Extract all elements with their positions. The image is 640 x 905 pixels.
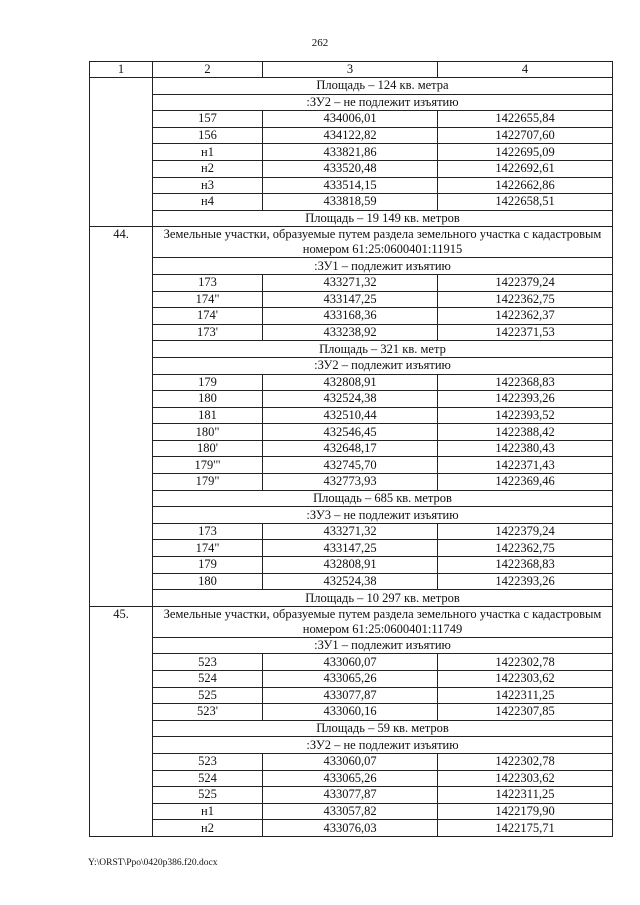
section-label-row	[90, 507, 613, 524]
point-id-cell: 180'	[153, 440, 263, 457]
coordinate-row	[90, 687, 613, 704]
x-coordinate-cell: 433818,59	[263, 194, 438, 211]
x-coordinate-cell: 433057,82	[263, 803, 438, 820]
point-id-cell: 179'"	[153, 457, 263, 474]
header-cell-1: 1	[90, 62, 153, 78]
point-id-cell: 523	[153, 654, 263, 671]
x-coordinate-cell: 433271,32	[263, 274, 438, 291]
x-coordinate-cell: 433821,86	[263, 144, 438, 161]
coordinate-row	[90, 654, 613, 671]
y-coordinate-cell: 1422388,42	[438, 424, 613, 441]
section-label: :ЗУ1 – подлежит изъятию	[153, 637, 613, 654]
point-id-cell: н4	[153, 194, 263, 211]
x-coordinate-cell: 432524,38	[263, 391, 438, 408]
section-label-row	[90, 78, 613, 95]
coordinate-row	[90, 424, 613, 441]
y-coordinate-cell: 1422379,24	[438, 523, 613, 540]
section-label: :ЗУ2 – не подлежит изъятию	[153, 737, 613, 754]
parcel-description: Земельные участки, образуемые путем раздела земельного участка с кадастровым номером 61:25:0600401:11915	[153, 227, 613, 258]
item-number	[90, 78, 153, 227]
point-id-cell: н1	[153, 144, 263, 161]
x-coordinate-cell: 433271,32	[263, 523, 438, 540]
x-coordinate-cell: 433077,87	[263, 687, 438, 704]
section-label-row	[90, 737, 613, 754]
table-header-row	[90, 62, 613, 78]
section-label-row	[90, 258, 613, 275]
y-coordinate-cell: 1422311,25	[438, 687, 613, 704]
y-coordinate-cell: 1422302,78	[438, 654, 613, 671]
point-id-cell: 525	[153, 687, 263, 704]
point-id-cell: 523	[153, 753, 263, 770]
coordinate-row	[90, 523, 613, 540]
x-coordinate-cell: 433065,26	[263, 770, 438, 787]
y-coordinate-cell: 1422303,62	[438, 671, 613, 688]
coordinate-row	[90, 803, 613, 820]
point-id-cell: 174'	[153, 308, 263, 325]
y-coordinate-cell: 1422368,83	[438, 557, 613, 574]
coordinate-row	[90, 787, 613, 804]
y-coordinate-cell: 1422311,25	[438, 787, 613, 804]
coordinate-row	[90, 573, 613, 590]
point-id-cell: 180	[153, 391, 263, 408]
coordinate-row	[90, 820, 613, 837]
coordinate-row	[90, 324, 613, 341]
x-coordinate-cell: 432808,91	[263, 557, 438, 574]
section-label-row	[90, 210, 613, 227]
section-label: Площадь – 19 149 кв. метров	[153, 210, 613, 227]
x-coordinate-cell: 433514,15	[263, 177, 438, 194]
y-coordinate-cell: 1422362,75	[438, 291, 613, 308]
y-coordinate-cell: 1422393,26	[438, 573, 613, 590]
x-coordinate-cell: 433238,92	[263, 324, 438, 341]
section-label: :ЗУ2 – подлежит изъятию	[153, 357, 613, 374]
coordinate-row	[90, 177, 613, 194]
point-id-cell: 156	[153, 127, 263, 144]
point-id-cell: 524	[153, 671, 263, 688]
x-coordinate-cell: 433147,25	[263, 540, 438, 557]
y-coordinate-cell: 1422179,90	[438, 803, 613, 820]
coordinate-row	[90, 457, 613, 474]
item-number: 44.	[90, 227, 153, 606]
point-id-cell: 174"	[153, 291, 263, 308]
y-coordinate-cell: 1422393,26	[438, 391, 613, 408]
page-number: 262	[311, 37, 329, 49]
coordinate-row	[90, 194, 613, 211]
coordinate-row	[90, 144, 613, 161]
point-id-cell: 524	[153, 770, 263, 787]
y-coordinate-cell: 1422393,52	[438, 407, 613, 424]
coordinate-row	[90, 274, 613, 291]
section-label-row	[90, 637, 613, 654]
section-label-row	[90, 490, 613, 507]
x-coordinate-cell: 433060,16	[263, 704, 438, 721]
x-coordinate-cell: 433076,03	[263, 820, 438, 837]
x-coordinate-cell: 432510,44	[263, 407, 438, 424]
point-id-cell: 179	[153, 374, 263, 391]
y-coordinate-cell: 1422707,60	[438, 127, 613, 144]
x-coordinate-cell: 432745,70	[263, 457, 438, 474]
point-id-cell: 180"	[153, 424, 263, 441]
x-coordinate-cell: 432808,91	[263, 374, 438, 391]
x-coordinate-cell: 434122,82	[263, 127, 438, 144]
section-label: :ЗУ2 – не подлежит изъятию	[153, 94, 613, 111]
coordinate-row	[90, 160, 613, 177]
y-coordinate-cell: 1422655,84	[438, 111, 613, 128]
y-coordinate-cell: 1422371,53	[438, 324, 613, 341]
point-id-cell: 179	[153, 557, 263, 574]
coordinates-table	[89, 61, 613, 837]
coordinate-row	[90, 704, 613, 721]
coordinate-row	[90, 557, 613, 574]
section-label: Площадь – 124 кв. метра	[153, 78, 613, 95]
point-id-cell: 173'	[153, 324, 263, 341]
point-id-cell: н1	[153, 803, 263, 820]
header-cell-4: 4	[438, 62, 613, 78]
section-label: Площадь – 685 кв. метров	[153, 490, 613, 507]
section-label: :ЗУ3 – не подлежит изъятию	[153, 507, 613, 524]
x-coordinate-cell: 433065,26	[263, 671, 438, 688]
x-coordinate-cell: 432773,93	[263, 474, 438, 491]
coordinate-row	[90, 671, 613, 688]
header-cell-2: 2	[153, 62, 263, 78]
coordinate-row	[90, 291, 613, 308]
section-label: Площадь – 59 кв. метров	[153, 720, 613, 737]
y-coordinate-cell: 1422303,62	[438, 770, 613, 787]
point-id-cell: 180	[153, 573, 263, 590]
coordinate-row	[90, 374, 613, 391]
point-id-cell: 173	[153, 523, 263, 540]
section-label-row	[90, 341, 613, 358]
y-coordinate-cell: 1422302,78	[438, 753, 613, 770]
x-coordinate-cell: 434006,01	[263, 111, 438, 128]
coordinate-row	[90, 111, 613, 128]
section-label: :ЗУ1 – подлежит изъятию	[153, 258, 613, 275]
point-id-cell: 173	[153, 274, 263, 291]
coordinate-row	[90, 770, 613, 787]
x-coordinate-cell: 433168,36	[263, 308, 438, 325]
coordinate-row	[90, 753, 613, 770]
y-coordinate-cell: 1422695,09	[438, 144, 613, 161]
y-coordinate-cell: 1422380,43	[438, 440, 613, 457]
point-id-cell: 157	[153, 111, 263, 128]
point-id-cell: н2	[153, 820, 263, 837]
x-coordinate-cell: 432546,45	[263, 424, 438, 441]
coordinate-row	[90, 540, 613, 557]
x-coordinate-cell: 433060,07	[263, 654, 438, 671]
y-coordinate-cell: 1422175,71	[438, 820, 613, 837]
y-coordinate-cell: 1422368,83	[438, 374, 613, 391]
y-coordinate-cell: 1422662,86	[438, 177, 613, 194]
y-coordinate-cell: 1422307,85	[438, 704, 613, 721]
point-id-cell: 174"	[153, 540, 263, 557]
parcel-description: Земельные участки, образуемые путем раздела земельного участка с кадастровым номером 61:25:0600401:11749	[153, 606, 613, 637]
y-coordinate-cell: 1422692,61	[438, 160, 613, 177]
x-coordinate-cell: 433520,48	[263, 160, 438, 177]
point-id-cell: 181	[153, 407, 263, 424]
section-label-row	[90, 94, 613, 111]
x-coordinate-cell: 433147,25	[263, 291, 438, 308]
y-coordinate-cell: 1422362,75	[438, 540, 613, 557]
section-label-row	[90, 590, 613, 607]
x-coordinate-cell: 432648,17	[263, 440, 438, 457]
coordinate-row	[90, 407, 613, 424]
point-id-cell: 523'	[153, 704, 263, 721]
coordinate-row	[90, 391, 613, 408]
section-label: Площадь – 10 297 кв. метров	[153, 590, 613, 607]
file-path-footer: Y:\ORST\Ppo\0420p386.f20.docx	[88, 858, 218, 868]
y-coordinate-cell: 1422362,37	[438, 308, 613, 325]
section-label: Площадь – 321 кв. метр	[153, 341, 613, 358]
section-label-row	[90, 720, 613, 737]
item-number: 45.	[90, 606, 153, 836]
point-id-cell: н3	[153, 177, 263, 194]
y-coordinate-cell: 1422379,24	[438, 274, 613, 291]
coordinate-row	[90, 440, 613, 457]
y-coordinate-cell: 1422369,46	[438, 474, 613, 491]
section-label-row	[90, 357, 613, 374]
coordinate-row	[90, 308, 613, 325]
header-cell-3: 3	[263, 62, 438, 78]
x-coordinate-cell: 432524,38	[263, 573, 438, 590]
x-coordinate-cell: 433060,07	[263, 753, 438, 770]
point-id-cell: н2	[153, 160, 263, 177]
y-coordinate-cell: 1422371,43	[438, 457, 613, 474]
x-coordinate-cell: 433077,87	[263, 787, 438, 804]
y-coordinate-cell: 1422658,51	[438, 194, 613, 211]
point-id-cell: 179"	[153, 474, 263, 491]
coordinate-row	[90, 127, 613, 144]
coordinate-row	[90, 474, 613, 491]
point-id-cell: 525	[153, 787, 263, 804]
